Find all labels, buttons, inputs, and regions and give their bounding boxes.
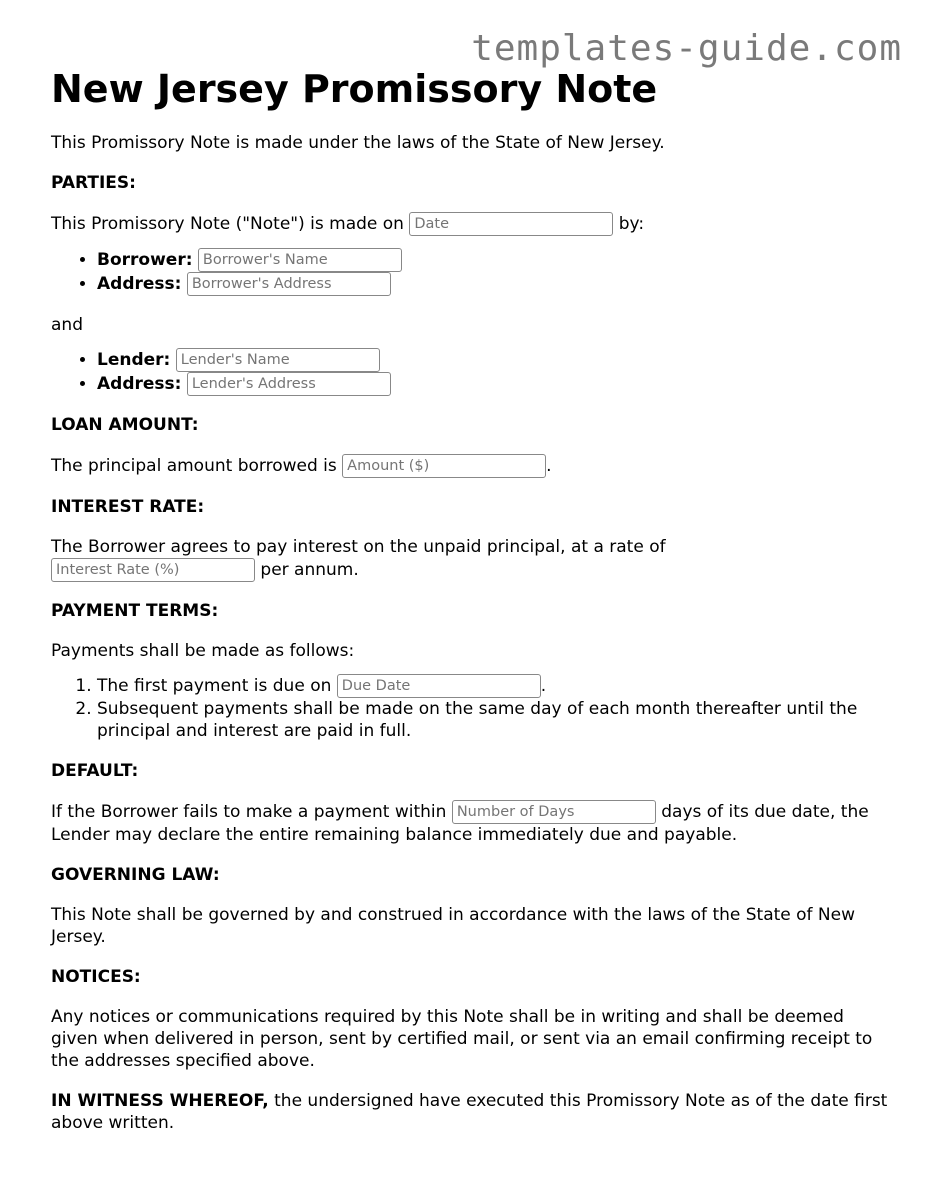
notices-heading: NOTICES:	[51, 967, 141, 987]
borrower-list	[51, 248, 891, 296]
loan-text-before: The principal amount borrowed is	[51, 456, 337, 476]
lender-label: Lender:	[97, 350, 171, 370]
watermark-text: templates-guide.com	[471, 28, 902, 69]
governing-heading: GOVERNING LAW:	[51, 865, 220, 885]
parties-heading: PARTIES:	[51, 173, 136, 193]
default-heading: DEFAULT:	[51, 761, 139, 781]
amount-input[interactable]	[342, 454, 546, 478]
loan-line	[51, 454, 891, 478]
loan-heading: LOAN AMOUNT:	[51, 415, 199, 435]
loan-text-after: .	[546, 456, 552, 476]
borrower-label: Borrower:	[97, 250, 193, 270]
interest-text-after: per annum.	[260, 560, 359, 580]
payment-list	[51, 674, 891, 742]
due-date-input[interactable]	[337, 674, 541, 698]
borrower-item	[97, 248, 891, 272]
lender-address-input[interactable]	[187, 372, 391, 396]
borrower-name-input[interactable]	[198, 248, 402, 272]
borrower-address-input[interactable]	[187, 272, 391, 296]
payment-item-1	[97, 674, 891, 698]
lender-address-label: Address:	[97, 374, 182, 394]
notices-text: Any notices or communications required by this Note shall be in writing and shall be deemed given when delivered in person, sent by certified mail, or sent via an email confirming receipt to the addresses specified above.	[51, 1007, 873, 1071]
payment-heading: PAYMENT TERMS:	[51, 601, 219, 621]
interest-heading: INTEREST RATE:	[51, 497, 205, 517]
payment-item-1-after: .	[540, 676, 547, 696]
payment-item-2: 2. Subsequent payments shall be made on the same day of each month thereafter until the principal and interest are paid in full.	[97, 698, 891, 742]
borrower-address-label: Address:	[97, 274, 182, 294]
number-of-days-input[interactable]	[452, 800, 656, 824]
witness-lead: IN WITNESS WHEREOF,	[51, 1091, 269, 1111]
witness-paragraph	[51, 1090, 891, 1134]
interest-line	[51, 536, 891, 582]
date-input[interactable]	[409, 212, 613, 236]
lender-name-input[interactable]	[176, 348, 380, 372]
parties-line	[51, 212, 891, 236]
default-text-before: If the Borrower fails to make a payment within	[51, 802, 447, 822]
and-text: and	[51, 315, 83, 335]
governing-text: This Note shall be governed by and construed in accordance with the laws of the State of New Jersey.	[51, 905, 856, 947]
borrower-address-item	[97, 272, 891, 296]
interest-rate-input[interactable]	[51, 558, 255, 582]
lender-address-item	[97, 372, 891, 396]
page-title: New Jersey Promissory Note	[51, 67, 658, 111]
payment-item-1-before: The first payment is due on	[97, 676, 332, 696]
document-page	[51, 62, 891, 1134]
payment-intro: Payments shall be made as follows:	[51, 641, 355, 661]
parties-line-before: This Promissory Note ("Note") is made on	[51, 214, 404, 234]
lender-list	[51, 348, 891, 396]
parties-line-after: by:	[618, 214, 645, 234]
default-text-after: days of its due date, the Lender may declare the entire remaining balance immediately due and payable.	[51, 802, 869, 845]
default-line	[51, 800, 891, 846]
lender-item	[97, 348, 891, 372]
interest-text-before: The Borrower agrees to pay interest on the unpaid principal, at a rate of	[51, 537, 666, 557]
intro-text: This Promissory Note is made under the laws of the State of New Jersey.	[51, 133, 665, 153]
witness-text: the undersigned have executed this Promissory Note as of the date first above written.	[51, 1091, 888, 1133]
